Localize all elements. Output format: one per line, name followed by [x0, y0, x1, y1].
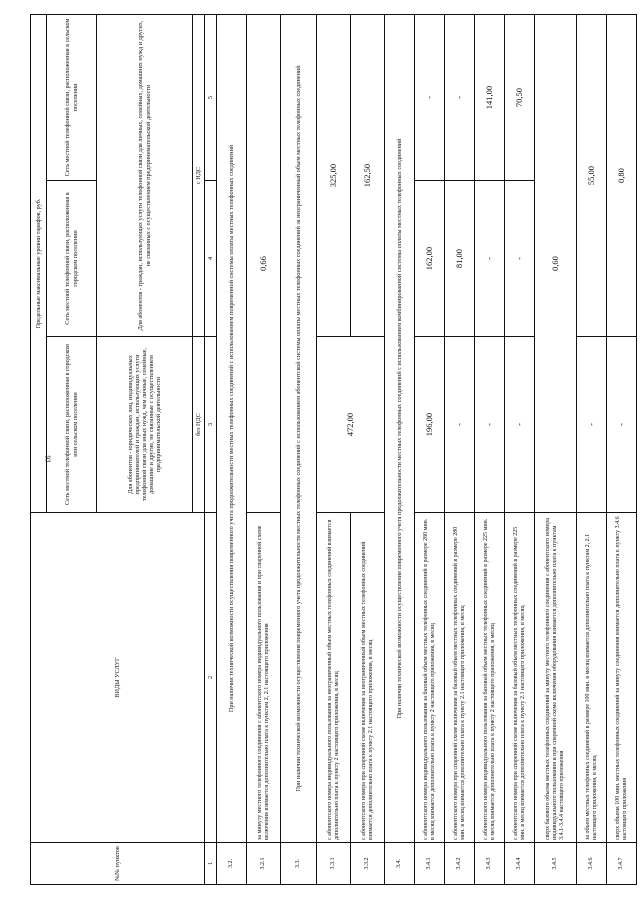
- row-text: с абонентского номера при спаренной схеме включения за базовый объем местных телефонных соединений в размере 225 мин. в месяц взимается дополнительно плата к пункту 2.1 настоящего приложения, в месяц: [505, 513, 535, 843]
- row-num: 3.3.: [281, 843, 317, 885]
- row-num: 3.2.: [217, 843, 247, 885]
- row-value-col3: -: [607, 337, 637, 513]
- row-text: сверх базового объема местных телефонных соединений за минуту местного телефонного соединения с абонентского номера индивидуального пользования и при спаренной схеме включения оборудования взимается дополнительно плата к пунктам 3.4.1-3.4.4 настоящего приложения: [535, 513, 577, 843]
- row-text: с абонентского номера при спаренной схеме включения за базовый объем местных телефонных соединений в размере 280 мин. в месяц взимается дополнительно плата к пункту 2.1 настоящего приложения, в месяц: [445, 513, 475, 843]
- row-value-col5: 70,50: [505, 15, 535, 181]
- services-col-header: ВИДЫ УСЛУГ: [31, 513, 205, 843]
- row-text: с абонентского номера при спаренной схеме включения за неограниченный объем местных телефонных соединений взимается дополнительно плата к пункту 2.1 настоящего приложения, в месяц: [351, 513, 385, 843]
- row-num: 3.4.1: [415, 843, 445, 885]
- row-value-col45: 0,80: [607, 15, 637, 337]
- row-text: с абонентского номера индивидуального пользования за неограниченный объем местных телефонных соединений взимается дополнительно плата к пункту 2 настоящего приложения, в месяц: [317, 513, 351, 843]
- row-value-col45: 162,50: [351, 15, 385, 337]
- col-number-2: 2: [205, 513, 217, 843]
- row-num: 3.3.1: [317, 843, 351, 885]
- col-number-4: 4: [205, 181, 217, 337]
- row-value-col3: -: [445, 337, 475, 513]
- subs-citizens-header: Для абонентов - граждан, использующих услуги телефонной связи для личных, семейных, домашних нужд и других, не связанных с осуществлением предпринимательской деятельности: [97, 15, 193, 337]
- page-number: 93: [43, 455, 52, 463]
- row-num: 3.4.5: [535, 843, 577, 885]
- row-value-col3: 472,00: [317, 337, 385, 513]
- row-num: 3.2.1: [247, 843, 281, 885]
- row-text: с абонентского номера индивидуального пользования за базовый объем местных телефонных соединений в размере 280 мин. в месяц взимается дополнительно плата к пункту 2 настоящего приложения, в месяц: [415, 513, 445, 843]
- row-value-col4: -: [475, 181, 505, 337]
- subs-legal-header: Для абонентов - юридических лиц, индивидуальных предпринимателей и граждан, использующих услуги телефонной связи для иных нужд, чем личные, семейные, домашние и другие, не связанные с осуществлением предпринимательской деятельности: [97, 337, 193, 513]
- tariffs-title: Предельные максимальные уровни тарифов, руб.: [31, 15, 47, 513]
- col-number-1: 1: [205, 843, 217, 885]
- row-value: 0,66: [247, 15, 281, 513]
- row-num: 3.4.: [385, 843, 415, 885]
- num-col-header: №№ пунктов: [31, 843, 205, 885]
- col-number-3: 3: [205, 337, 217, 513]
- row-value-col3: 196,00: [415, 337, 445, 513]
- row-text: за минуту местного телефонного соединения с абонентского номера индивидуального пользования и при спаренной схеме включения взимается дополнительно плата к пунктам 2, 2.1 настоящего приложения: [247, 513, 281, 843]
- row-value-col5: -: [445, 15, 475, 181]
- section-heading: При наличии технической возможности осуществления повременного учета продолжительности местных телефонных соединений с использованием комбинированной системы оплаты местных телефонных соединений: [385, 15, 415, 843]
- row-num: 3.3.2: [351, 843, 385, 885]
- row-value-col4: 162,00: [415, 181, 445, 337]
- section-heading: При наличии технической возможности осуществления повременного учета продолжительности местных телефонных соединений с использованием абонентской системы оплаты местных телефонных соединений за неограниченный объем местных телефонных соединений: [281, 15, 317, 843]
- row-num: 3.4.4: [505, 843, 535, 885]
- row-value-col4: -: [505, 181, 535, 337]
- row-num: 3.4.6: [577, 843, 607, 885]
- row-value-col4: 81,00: [445, 181, 475, 337]
- row-value-col3: -: [577, 337, 607, 513]
- row-value: 0,60: [535, 15, 577, 513]
- section-heading: При наличии технической возможности осуществления повременного учета продолжительности местных телефонных соединений с использованием повременной системы оплаты местных телефонных соединений: [217, 15, 247, 843]
- row-value-col45: 325,00: [317, 15, 351, 337]
- row-value-col5: 141,00: [475, 15, 505, 181]
- col-number-5: 5: [205, 15, 217, 181]
- row-num: 3.4.3: [475, 843, 505, 885]
- row-text: за объем местных телефонных соединений в размере 100 мин. в месяц взимается дополнительно плата к пунктам 2, 2.1 настоящего приложения, в месяц: [577, 513, 607, 843]
- row-num: 3.4.2: [445, 843, 475, 885]
- row-value-col3: -: [475, 337, 505, 513]
- tariff-table: [30, 14, 637, 885]
- row-text: сверх объема 100 мин. местных телефонных соединений за минуту соединения взимается дополнительно плата к пункту 3.4.6 настоящего приложения: [607, 513, 637, 843]
- with-vat-header: с НДС: [193, 15, 205, 337]
- row-value-col45: 55,00: [577, 15, 607, 337]
- row-value-col3: -: [505, 337, 535, 513]
- without-vat-header: без НДС: [193, 337, 205, 513]
- net-c-header: Сеть местной телефонной связи, расположенная в сельском поселении: [47, 15, 97, 181]
- net-a-header: Сеть местной телефонной связи, расположенная в городском или сельском поселении: [47, 337, 97, 513]
- row-num: 3.4.7: [607, 843, 637, 885]
- net-b-header: Сеть местной телефонной связи, расположенная в городском поселении: [47, 181, 97, 337]
- tariff-table-rotated: [30, 15, 628, 885]
- row-value-col5: -: [415, 15, 445, 181]
- row-text: с абонентского номера индивидуального пользования за базовый объем местных телефонных соединений в размере 225 мин. в месяц взимается дополнительно плата к пункту 2 настоящего приложения, в месяц: [475, 513, 505, 843]
